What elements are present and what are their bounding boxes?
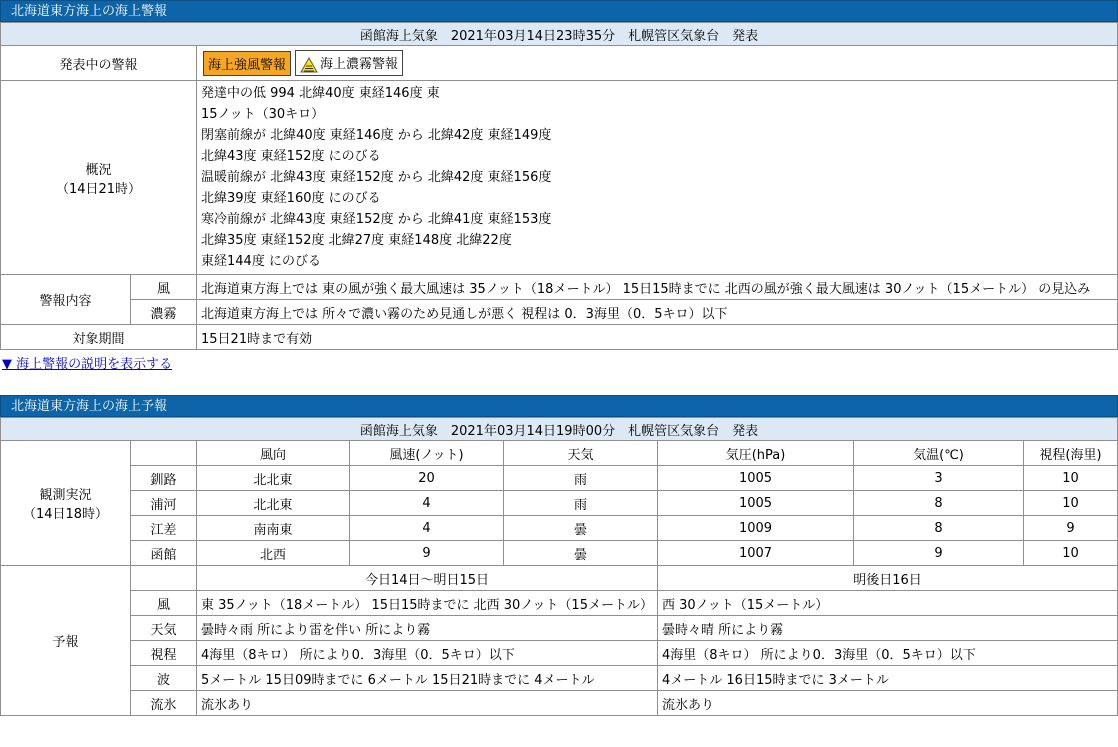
obs-weather: 雨	[504, 466, 658, 491]
observation-label-cell	[1, 441, 131, 566]
forecast-table	[0, 417, 1118, 716]
period-label: 対象期間	[1, 325, 197, 350]
overview-text	[197, 81, 1118, 275]
obs-visibility: 9	[1024, 516, 1118, 541]
obs-temperature: 8	[854, 491, 1024, 516]
warning-table	[0, 22, 1118, 350]
obs-place: 浦河	[131, 491, 197, 516]
fc-later: 4メートル 16日15時までに 3メートル	[658, 666, 1118, 691]
fc-header-today: 今日14日～明日15日	[197, 566, 658, 591]
fc-row-weather	[1, 616, 1118, 641]
obs-pressure: 1005	[658, 491, 854, 516]
fc-today: 曇時々雨 所により雷を伴い 所により霧	[197, 616, 658, 641]
fc-header-blank	[131, 566, 197, 591]
fc-row-label: 天気	[131, 616, 197, 641]
fc-today: 東 35ノット（18メートル） 15日15時までに 北西 30ノット（15メートル）	[197, 591, 658, 616]
fc-row-waves	[1, 666, 1118, 691]
fc-row-label: 視程	[131, 641, 197, 666]
observation-time: （14日18時）	[22, 507, 109, 522]
strong-wind-warning-badge[interactable]: 海上強風警報	[203, 51, 291, 76]
obs-wind-direction: 北北東	[197, 491, 350, 516]
fc-today: 流氷あり	[197, 691, 658, 716]
obs-visibility: 10	[1024, 491, 1118, 516]
obs-wind-direction: 北北東	[197, 466, 350, 491]
overview-line: 閉塞前線が 北緯40度 東経146度 から 北緯42度 東経149度	[201, 128, 552, 143]
fog-warning-icon	[300, 57, 318, 73]
active-warnings-label: 発表中の警報	[1, 46, 197, 81]
dense-fog-warning-badge[interactable]	[295, 50, 403, 76]
overview-label-cell	[1, 81, 197, 275]
warning-issued: 函館海上気象 2021年03月14日23時35分 札幌管区気象台 発表	[1, 23, 1118, 46]
obs-visibility: 10	[1024, 541, 1118, 566]
obs-weather: 曇	[504, 516, 658, 541]
fc-row-label: 波	[131, 666, 197, 691]
dense-fog-warning-label: 海上濃霧警報	[320, 57, 399, 73]
wind-warning-text: 北海道東方海上では 東の風が強く最大風速は 35ノット（18メートル） 15日15時までに 北西の風が強く最大風速は 30ノット（15メートル） の見込み	[197, 275, 1118, 300]
obs-place: 江差	[131, 516, 197, 541]
active-warnings	[197, 46, 1118, 81]
explain-warning-link[interactable]: ▼ 海上警報の説明を表示する	[2, 357, 173, 372]
obs-header-wind-direction: 風向	[197, 441, 350, 466]
obs-temperature: 9	[854, 541, 1024, 566]
obs-row	[1, 541, 1118, 566]
overview-line: 温暖前線が 北緯43度 東経152度 から 北緯42度 東経156度	[201, 170, 552, 185]
fc-later: 曇時々晴 所により霧	[658, 616, 1118, 641]
obs-pressure: 1009	[658, 516, 854, 541]
obs-wind-speed: 20	[350, 466, 504, 491]
overview-line: 寒冷前線が 北緯43度 東経152度 から 北緯41度 東経153度	[201, 212, 552, 227]
fc-today: 4海里（8キロ） 所により0．3海里（0．5キロ）以下	[197, 641, 658, 666]
overview-line: 東経144度 にのびる	[201, 254, 321, 269]
obs-visibility: 10	[1024, 466, 1118, 491]
overview-label: 概況	[85, 162, 112, 178]
fc-row-label: 流氷	[131, 691, 197, 716]
obs-weather: 曇	[504, 541, 658, 566]
warning-content-label: 警報内容	[1, 275, 131, 325]
fc-row-label: 風	[131, 591, 197, 616]
overview-line: 15ノット（30キロ）	[201, 107, 325, 122]
forecast-label: 予報	[1, 566, 131, 716]
wind-warning-label: 風	[131, 275, 197, 300]
obs-temperature: 3	[854, 466, 1024, 491]
overview-time: （14日21時）	[55, 181, 142, 197]
obs-place: 釧路	[131, 466, 197, 491]
obs-row	[1, 466, 1118, 491]
obs-weather: 雨	[504, 491, 658, 516]
obs-header-blank	[131, 441, 197, 466]
fog-warning-label: 濃霧	[131, 300, 197, 325]
fc-today: 5メートル 15日09時までに 6メートル 15日21時までに 4メートル	[197, 666, 658, 691]
overview-line: 北緯35度 東経152度 北緯27度 東経148度 北緯22度	[201, 233, 512, 248]
overview-line: 北緯39度 東経160度 にのびる	[201, 191, 381, 206]
forecast-issued: 函館海上気象 2021年03月14日19時00分 札幌管区気象台 発表	[1, 418, 1118, 441]
obs-row	[1, 516, 1118, 541]
forecast-section-title: 北海道東方海上の海上予報	[0, 395, 1118, 417]
fc-later: 流氷あり	[658, 691, 1118, 716]
warning-section-title: 北海道東方海上の海上警報	[0, 0, 1118, 22]
fog-warning-text: 北海道東方海上では 所々で濃い霧のため見通しが悪く 視程は 0．3海里（0．5キロ）以下	[197, 300, 1118, 325]
obs-temperature: 8	[854, 516, 1024, 541]
obs-header-weather: 天気	[504, 441, 658, 466]
obs-wind-speed: 4	[350, 491, 504, 516]
fc-row-drift-ice	[1, 691, 1118, 716]
fc-later: 4海里（8キロ） 所により0．3海里（0．5キロ）以下	[658, 641, 1118, 666]
period-text: 15日21時まで有効	[197, 325, 1118, 350]
obs-wind-direction: 南南東	[197, 516, 350, 541]
overview-line: 北緯43度 東経152度 にのびる	[201, 149, 381, 164]
fc-header-day-after: 明後日16日	[658, 566, 1118, 591]
obs-header-visibility: 視程(海里)	[1024, 441, 1118, 466]
obs-place: 函館	[131, 541, 197, 566]
obs-header-temperature: 気温(℃)	[854, 441, 1024, 466]
obs-wind-speed: 9	[350, 541, 504, 566]
fc-row-wind	[1, 591, 1118, 616]
obs-pressure: 1007	[658, 541, 854, 566]
obs-pressure: 1005	[658, 466, 854, 491]
obs-header-wind-speed: 風速(ノット)	[350, 441, 504, 466]
observation-label: 観測実況	[39, 488, 92, 503]
obs-wind-speed: 4	[350, 516, 504, 541]
obs-header-pressure: 気圧(hPa)	[658, 441, 854, 466]
obs-wind-direction: 北西	[197, 541, 350, 566]
fc-later: 西 30ノット（15メートル）	[658, 591, 1118, 616]
overview-line: 発達中の低 994 北緯40度 東経146度 東	[201, 86, 440, 101]
obs-row	[1, 491, 1118, 516]
fc-row-visibility	[1, 641, 1118, 666]
